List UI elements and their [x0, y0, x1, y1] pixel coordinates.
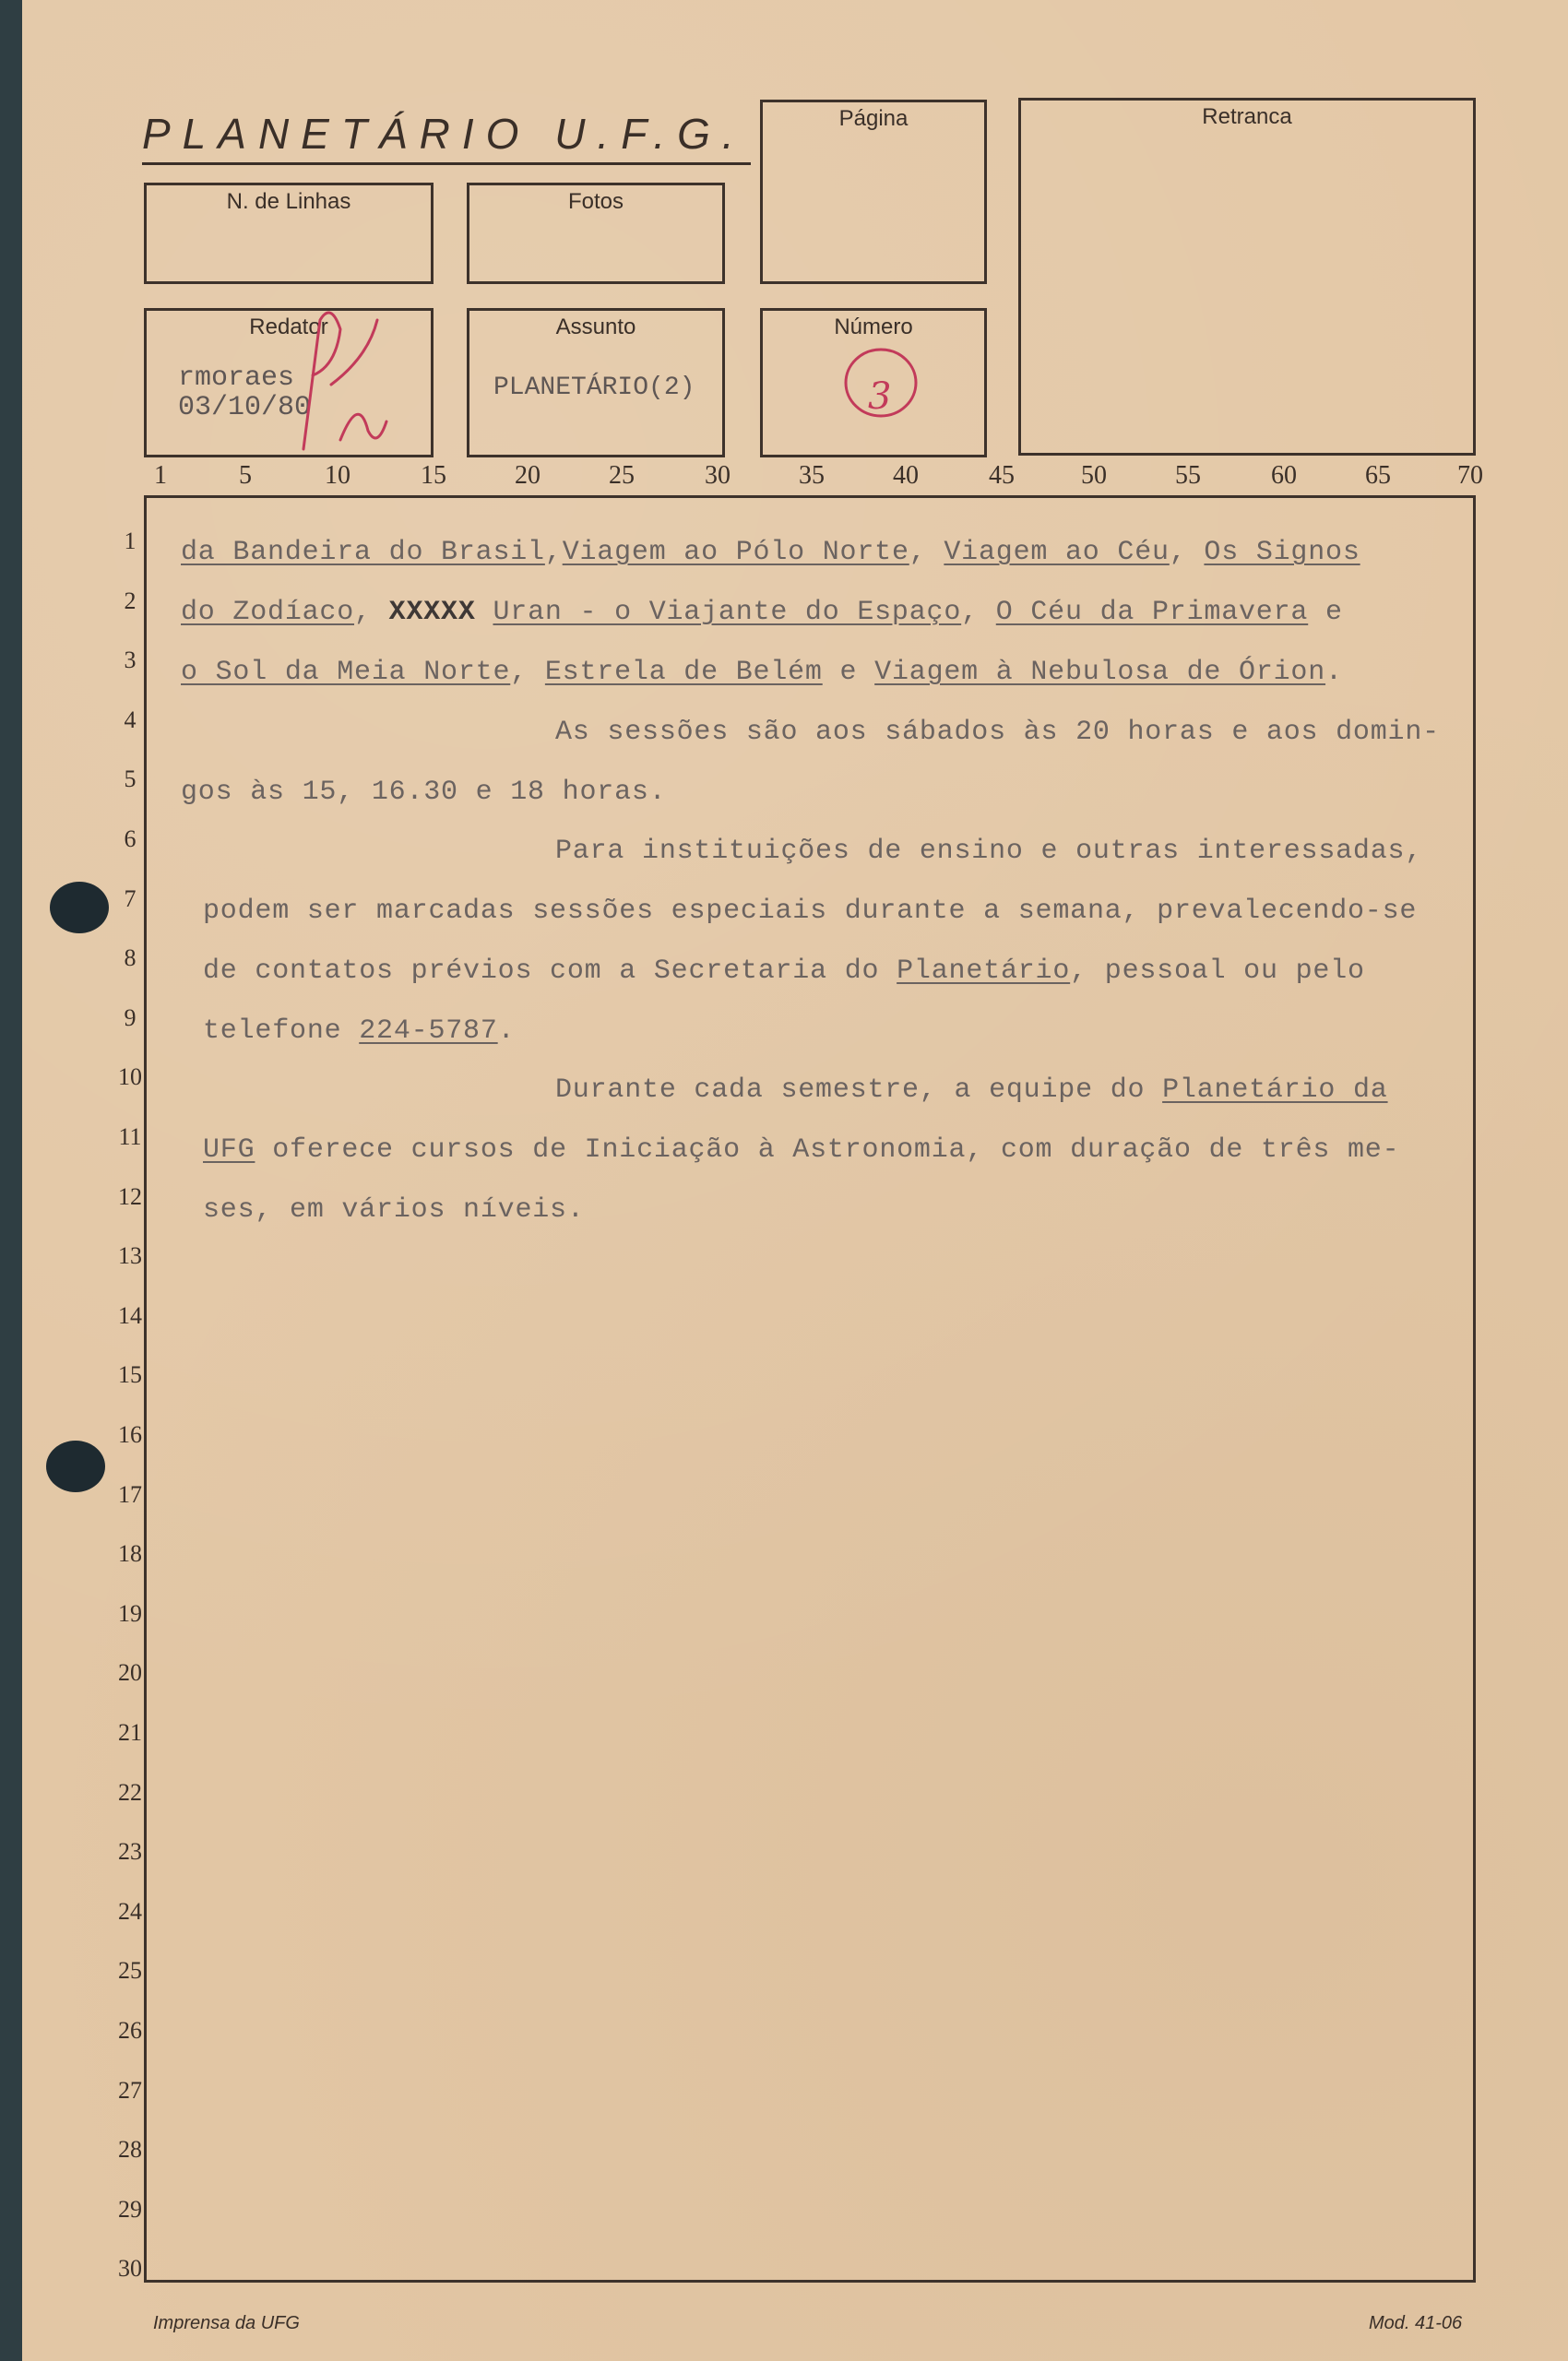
body-text: Uran - o Viajante do Espaço — [493, 597, 962, 628]
retranca-label: Retranca — [1202, 104, 1292, 129]
line-number: 13 — [118, 1242, 142, 1270]
body-line-10 — [555, 1074, 1388, 1106]
body-line-8 — [203, 955, 1365, 987]
body-text — [476, 597, 493, 628]
line-number: 6 — [124, 825, 137, 852]
signature-mark — [220, 302, 405, 458]
line-number: 4 — [124, 706, 137, 733]
body-text: , — [1169, 537, 1205, 568]
body-text: UFG — [203, 1134, 255, 1166]
assunto-value: PLANETÁRIO(2) — [493, 374, 695, 402]
pagina-label: Página — [838, 106, 909, 131]
punch-hole — [46, 1441, 105, 1492]
body-line-4: As sessões são aos sábados às 20 horas e aos domin- — [555, 717, 1440, 748]
line-number: 25 — [118, 1957, 142, 1985]
body-line-2 — [181, 597, 1343, 628]
body-text: Viagem ao Pólo Norte — [562, 537, 909, 568]
line-number: 11 — [118, 1123, 142, 1150]
line-number: 12 — [118, 1182, 142, 1210]
body-text: , pessoal ou pelo — [1070, 955, 1365, 987]
column-ruler — [154, 461, 1507, 498]
body-text: Durante cada semestre, a equipe do — [555, 1074, 1163, 1106]
ruler-tick-label: 5 — [239, 461, 252, 490]
ruler-tick-label: 40 — [893, 461, 919, 490]
body-text: O Céu da Primavera — [995, 597, 1309, 628]
line-number: 22 — [118, 1778, 142, 1806]
line-number: 16 — [118, 1421, 142, 1448]
body-text: Viagem ao Céu — [944, 537, 1170, 568]
ruler-tick-label: 45 — [989, 461, 1015, 490]
body-text: telefone — [203, 1015, 360, 1047]
retranca-box — [1018, 98, 1476, 456]
ruler-tick-label: 65 — [1365, 461, 1391, 490]
numero-box — [760, 308, 987, 457]
body-text: , — [909, 537, 944, 568]
body-text: do Zodíaco — [181, 597, 355, 628]
line-number: 24 — [118, 1897, 142, 1925]
body-line-3 — [181, 657, 1343, 688]
line-number: 10 — [118, 1063, 142, 1091]
form-title: PLANETÁRIO U.F.G. — [142, 109, 751, 165]
body-line-7: podem ser marcadas sessões especiais durante a semana, prevalecendo-se — [203, 896, 1418, 927]
body-text: Planetário da — [1162, 1074, 1388, 1106]
ruler-tick-label: 20 — [515, 461, 540, 490]
redator-name: rmoraes — [178, 362, 295, 394]
phone-number: 224-5787 — [359, 1015, 498, 1047]
numero-value: 3 — [868, 375, 892, 418]
body-text: , — [544, 537, 563, 568]
body-line-1 — [181, 537, 1360, 568]
ruler-tick-label: 35 — [799, 461, 825, 490]
numero-label: Número — [834, 314, 913, 339]
ruler-tick-label: 50 — [1081, 461, 1107, 490]
ruler-tick-label: 15 — [421, 461, 446, 490]
body-text: de contatos prévios com a Secretaria do — [203, 955, 897, 987]
line-number: 19 — [118, 1599, 142, 1627]
line-number: 26 — [118, 2017, 142, 2044]
body-text: , — [510, 657, 545, 688]
line-number: 18 — [118, 1540, 142, 1568]
line-number: 28 — [118, 2136, 142, 2164]
text-frame — [144, 495, 1476, 2283]
redator-box — [144, 308, 434, 457]
line-number: 3 — [124, 647, 137, 674]
line-number: 17 — [118, 1480, 142, 1508]
line-number: 9 — [124, 1003, 137, 1031]
line-number: 8 — [124, 944, 137, 972]
body-text: , — [961, 597, 996, 628]
strikeout-text: XXXXX — [388, 597, 476, 628]
line-number: 23 — [118, 1838, 142, 1866]
ruler-tick-label: 30 — [705, 461, 731, 490]
fotos-label: Fotos — [567, 189, 624, 214]
body-text: . — [497, 1015, 516, 1047]
footer-printer: Imprensa da UFG — [153, 2313, 300, 2333]
line-number: 15 — [118, 1361, 142, 1389]
linhas-label: N. de Linhas — [226, 189, 351, 214]
redator-label: Redator — [249, 314, 328, 339]
ruler-tick-label: 60 — [1271, 461, 1297, 490]
body-line-11 — [203, 1134, 1399, 1166]
body-text: da Bandeira do Brasil — [181, 537, 545, 568]
body-text: Os Signos — [1204, 537, 1360, 568]
body-text: Estrela de Belém — [544, 657, 823, 688]
ruler-tick-label: 55 — [1175, 461, 1201, 490]
body-text: , — [354, 597, 389, 628]
footer-model: Mod. 41-06 — [1369, 2313, 1463, 2333]
body-text: . — [1325, 657, 1343, 688]
body-text: oferece cursos de Iniciação à Astronomia, com duração de três me- — [255, 1134, 1400, 1166]
ruler-tick-label: 10 — [325, 461, 350, 490]
body-text: Planetário — [897, 955, 1071, 987]
body-text: e — [1308, 597, 1343, 628]
ruler-tick-label: 1 — [154, 461, 167, 490]
body-line-12: ses, em vários níveis. — [203, 1194, 585, 1226]
line-number: 21 — [118, 1719, 142, 1746]
document-sheet — [22, 0, 1568, 2361]
body-text: o Sol da Meia Norte — [181, 657, 511, 688]
ruler-tick-label: 25 — [609, 461, 635, 490]
line-number: 2 — [124, 587, 137, 614]
ruler-tick-label: 70 — [1457, 461, 1483, 490]
redator-date: 03/10/80 — [178, 392, 312, 423]
body-line-9 — [203, 1015, 515, 1047]
line-number: 5 — [124, 765, 137, 793]
body-text: e — [822, 657, 875, 688]
line-number: 7 — [124, 884, 137, 912]
line-number: 14 — [118, 1301, 142, 1329]
line-number: 20 — [118, 1659, 142, 1687]
fotos-box — [467, 183, 725, 284]
body-line-6: Para instituições de ensino e outras interessadas, — [555, 836, 1423, 867]
body-text: Viagem à Nebulosa de Órion — [874, 657, 1326, 688]
assunto-label: Assunto — [555, 314, 636, 339]
line-number: 29 — [118, 2195, 142, 2223]
assunto-box — [467, 308, 725, 457]
line-number: 27 — [118, 2076, 142, 2104]
pagina-box — [760, 100, 987, 284]
line-number: 1 — [124, 528, 137, 554]
linhas-box — [144, 183, 434, 284]
punch-hole — [50, 882, 109, 933]
line-number: 30 — [118, 2255, 142, 2283]
body-line-5: gos às 15, 16.30 e 18 horas. — [181, 777, 667, 808]
